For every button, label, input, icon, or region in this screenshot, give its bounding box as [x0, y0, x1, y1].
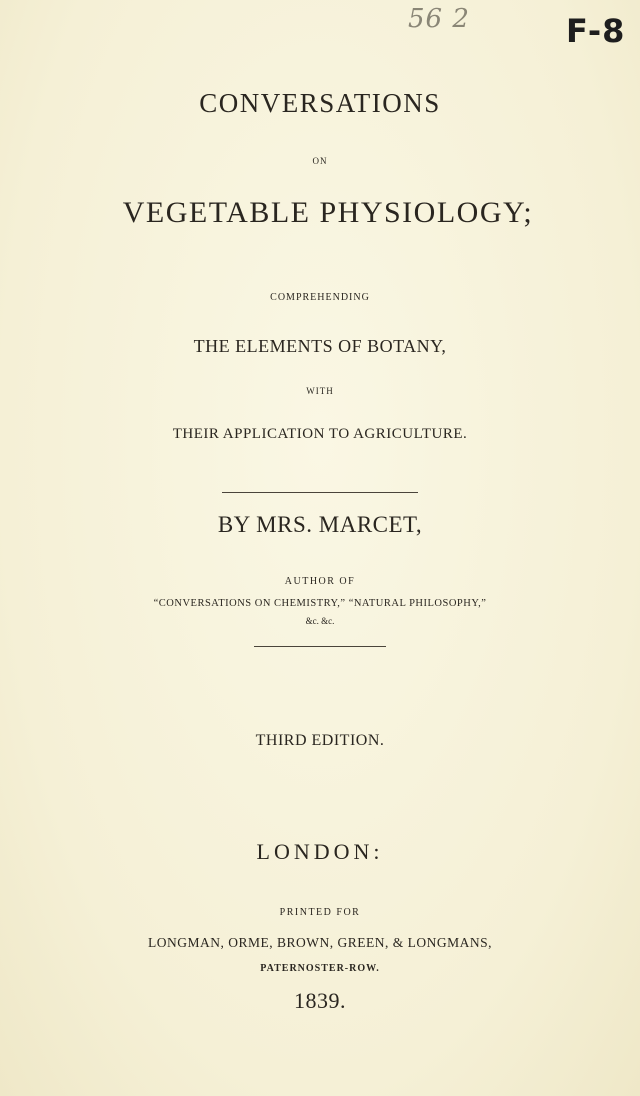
etc-label: &c. &c.: [305, 616, 335, 626]
shelfmark-label: F-8: [566, 12, 626, 50]
comprehending-label: COMPREHENDING: [270, 292, 370, 303]
publishers: LONGMAN, ORME, BROWN, GREEN, & LONGMANS,: [148, 935, 492, 950]
with-label: WITH: [306, 386, 334, 396]
other-works: “CONVERSATIONS ON CHEMISTRY,” “NATURAL PHILOSOPHY,”: [153, 598, 487, 609]
series-title: CONVERSATIONS: [199, 88, 441, 118]
edition: THIRD EDITION.: [255, 732, 385, 749]
address: PATERNOSTER-ROW.: [260, 963, 380, 974]
main-title: VEGETABLE PHYSIOLOGY;: [122, 196, 534, 229]
author-of-label: AUTHOR OF: [284, 576, 356, 587]
printed-for-label: PRINTED FOR: [279, 907, 361, 918]
city: LONDON:: [256, 839, 384, 864]
subtitle-2: THEIR APPLICATION TO AGRICULTURE.: [172, 426, 468, 442]
subtitle: THE ELEMENTS OF BOTANY,: [193, 336, 447, 356]
on-label: ON: [312, 156, 328, 166]
handwritten-note: 56 2: [408, 4, 470, 34]
top-divider: [222, 492, 418, 493]
year: 1839.: [294, 988, 346, 1013]
author-line: BY MRS. MARCET,: [217, 512, 423, 537]
bottom-divider: [254, 646, 386, 647]
